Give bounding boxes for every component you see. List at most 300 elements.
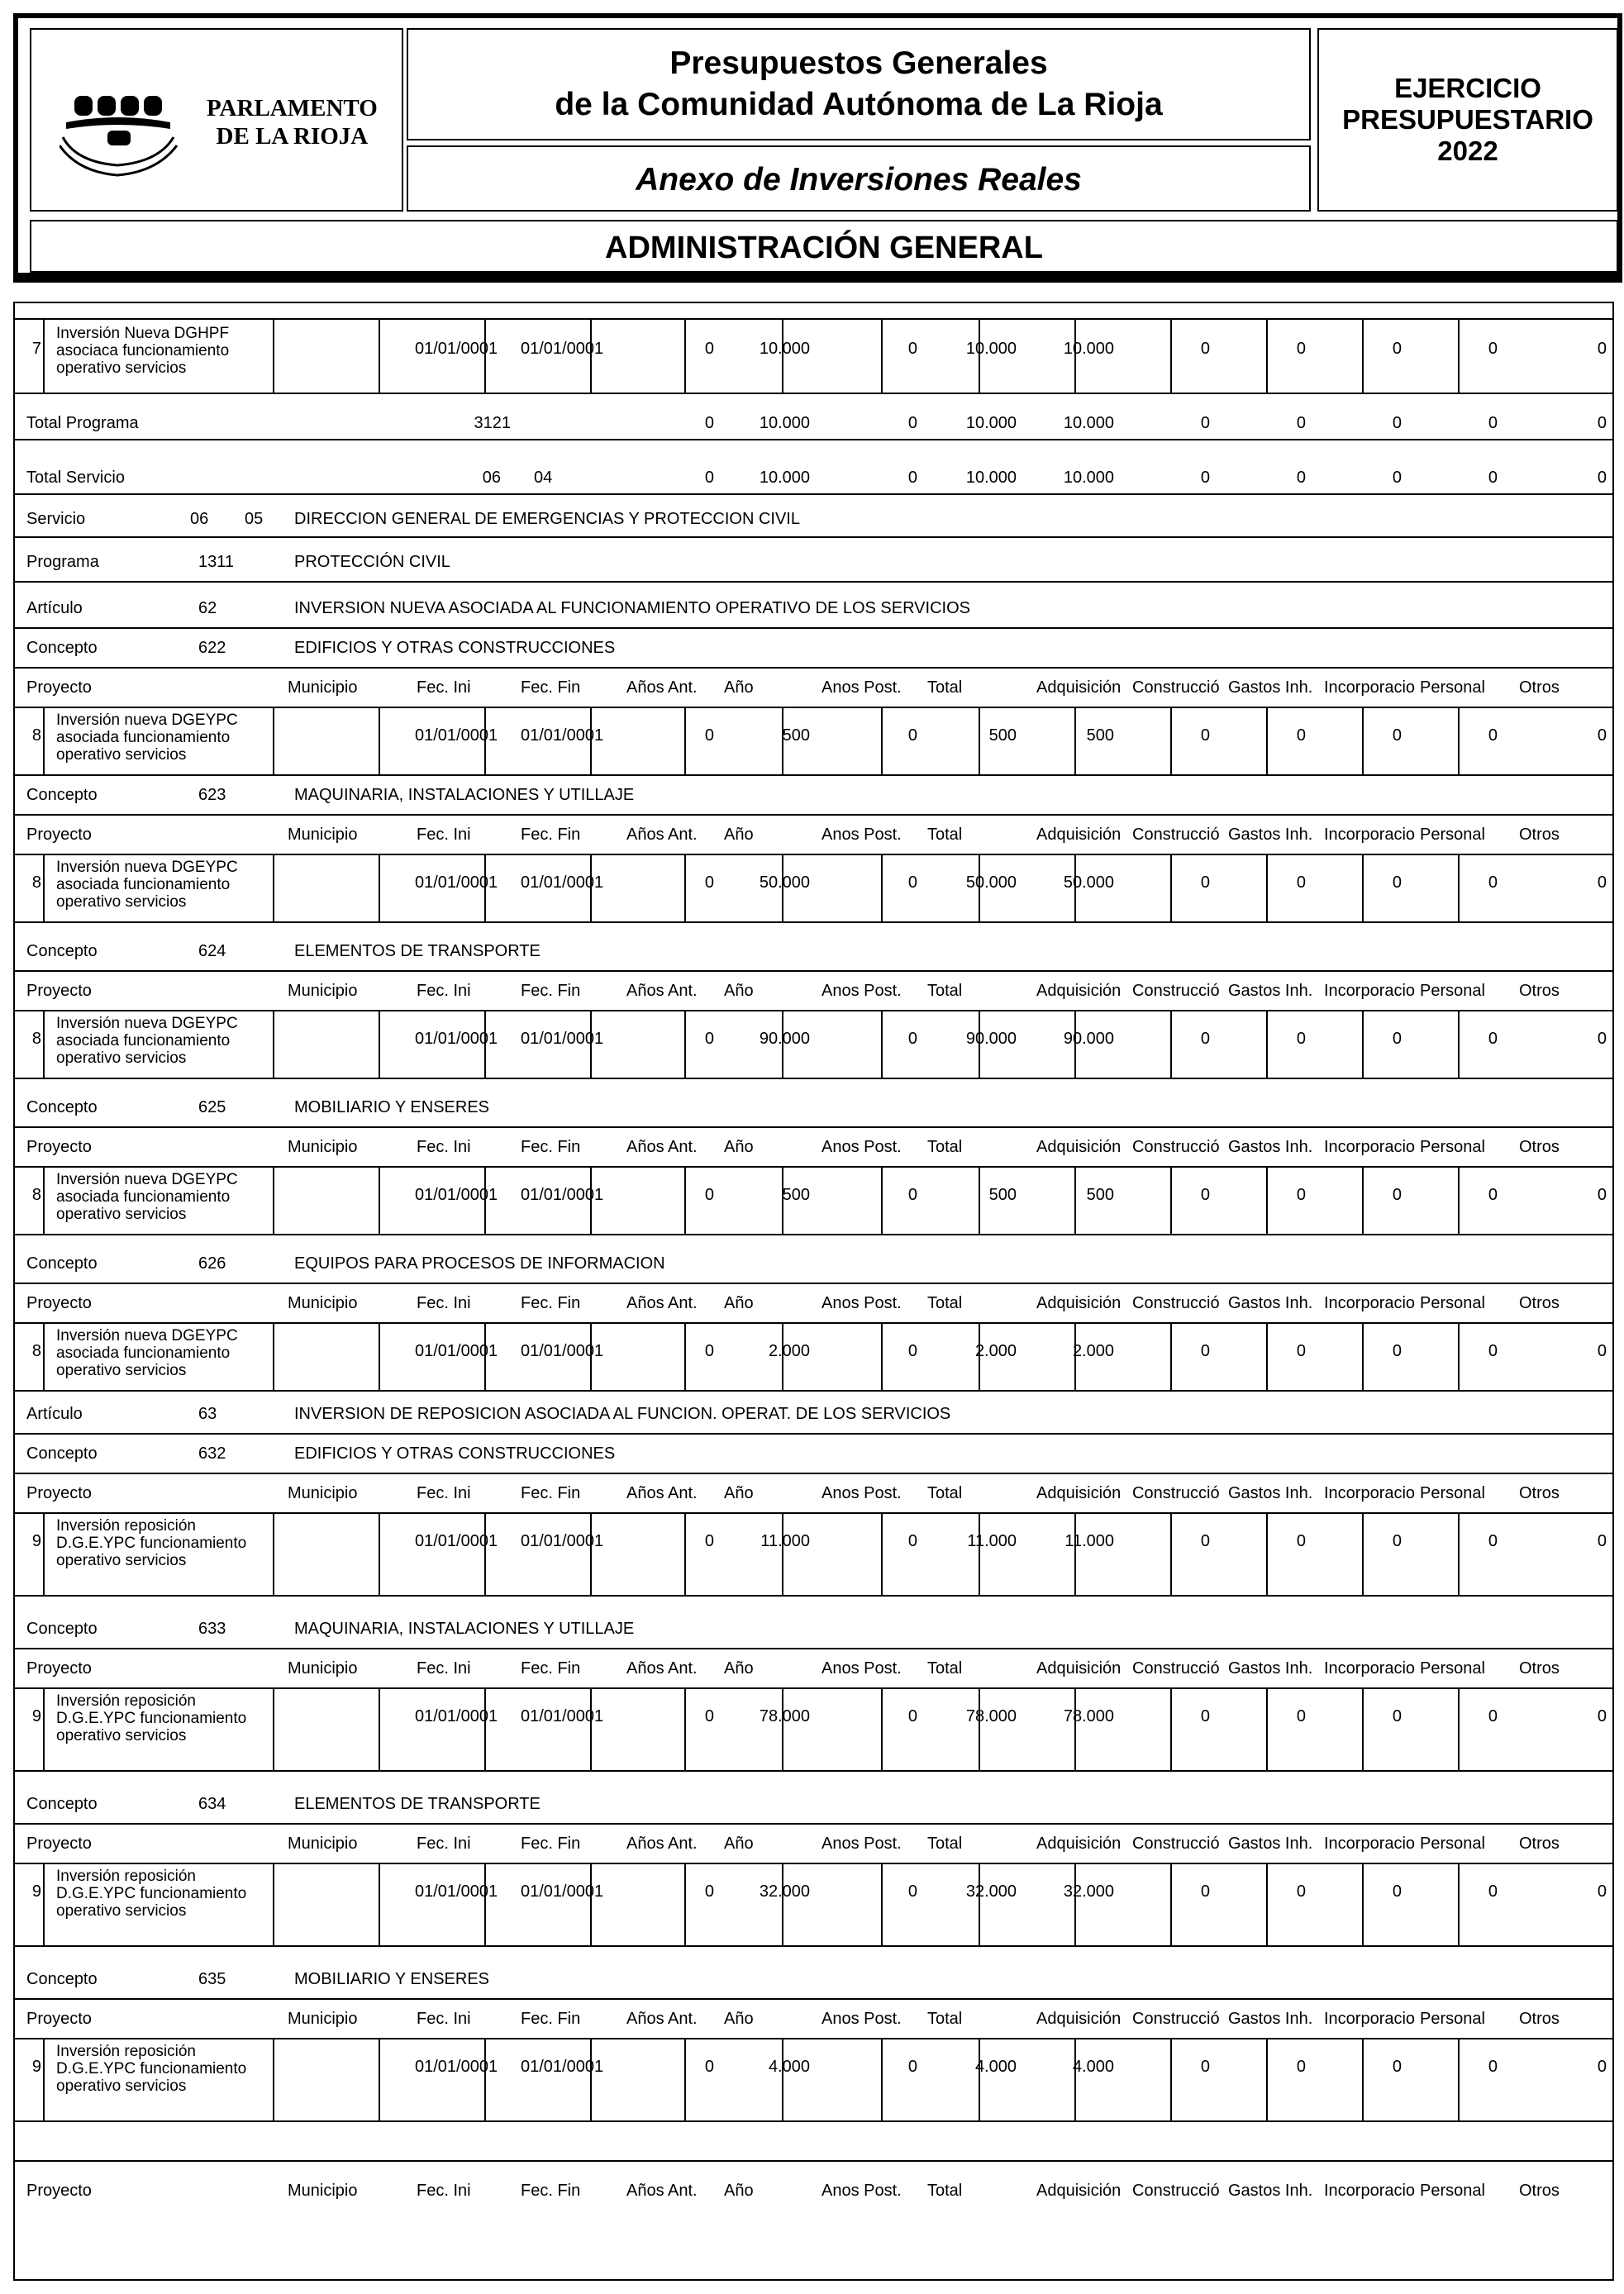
cell-divider [273, 2038, 274, 2120]
cell-divider [1266, 1166, 1268, 1234]
column-header: Fec. Fin [521, 2010, 581, 2028]
column-header: Anos Post. [822, 1138, 902, 1156]
cell-divider [684, 320, 686, 393]
column-header: Anos Post. [822, 982, 902, 1000]
column-header: Años Ant. [626, 2010, 698, 2028]
concepto-row [15, 1783, 1612, 1825]
column-header: Personal [1420, 826, 1485, 844]
cell-divider [43, 320, 45, 393]
column-header: Incorporacio [1324, 2010, 1416, 2028]
cell-divider [684, 707, 686, 774]
project-row [15, 2038, 1612, 2122]
cell-divider [484, 2038, 486, 2120]
column-header: Total [927, 1138, 963, 1156]
column-header: Construcció [1132, 982, 1220, 1000]
ano-value: 50.000 [759, 873, 810, 892]
incorporacion-value: 0 [1392, 1882, 1402, 1901]
fec-fin-value: 01/01/0001 [521, 1882, 604, 1901]
fec-fin-value: 01/01/0001 [521, 1030, 604, 1048]
cell-divider [1266, 707, 1268, 774]
concepto-row [15, 930, 1612, 972]
concepto-code: 624 [198, 942, 226, 960]
ano-value: 10.000 [759, 469, 810, 487]
cell-divider [590, 1863, 592, 1945]
personal-value: 0 [1488, 1342, 1498, 1360]
cell-divider [979, 707, 980, 774]
concepto-code: 634 [198, 1795, 226, 1813]
column-header: Incorporacio [1324, 982, 1416, 1000]
project-number: 7 [31, 340, 41, 358]
column-header: Personal [1420, 1294, 1485, 1312]
fec-fin-value: 01/01/0001 [521, 2058, 604, 2076]
ano-value: 10.000 [759, 414, 810, 432]
column-header: Adquisición [1036, 826, 1122, 844]
column-header: Año [724, 1659, 754, 1678]
column-header: Gastos Inh. [1228, 1138, 1313, 1156]
programa-label: Programa [26, 553, 99, 571]
concepto-name: MAQUINARIA, INSTALACIONES Y UTILLAJE [294, 786, 635, 804]
cell-divider [782, 1863, 783, 1945]
column-header: Año [724, 826, 754, 844]
cell-divider [1362, 1512, 1364, 1595]
articulo-row [15, 1390, 1612, 1435]
cell-divider [273, 1166, 274, 1234]
anos-ant-value: 0 [704, 726, 714, 745]
concepto-row [15, 1958, 1612, 2000]
concepto-row [15, 1608, 1612, 1649]
column-header: Construcció [1132, 1659, 1220, 1678]
column-header: Municipio [288, 1484, 358, 1502]
project-description: Inversión nueva DGEYPC asociada funcionamiento operativo servicios [56, 1327, 238, 1379]
column-header-row [15, 970, 1612, 1011]
project-number: 8 [31, 873, 41, 892]
total-servicio-label: Total Servicio [26, 469, 125, 487]
column-header: Otros [1519, 1835, 1560, 1853]
cell-divider [484, 1863, 486, 1945]
total-value: 4.000 [974, 2058, 1017, 2076]
fec-fin-value: 01/01/0001 [521, 726, 604, 745]
column-header: Municipio [288, 1659, 358, 1678]
gastos-value: 0 [1296, 469, 1306, 487]
cell-divider [1170, 1322, 1172, 1390]
column-header: Otros [1519, 982, 1560, 1000]
construccion-value: 0 [1200, 1707, 1210, 1725]
column-header: Fec. Ini [417, 1138, 471, 1156]
incorporacion-value: 0 [1392, 340, 1402, 358]
column-header: Adquisición [1036, 2010, 1122, 2028]
page-header [13, 13, 1622, 278]
cell-divider [43, 1322, 45, 1390]
total-value: 32.000 [965, 1882, 1017, 1901]
column-header: Anos Post. [822, 1484, 902, 1502]
concepto-name: ELEMENTOS DE TRANSPORTE [294, 942, 541, 960]
column-header: Total [927, 678, 963, 697]
column-header: Fec. Ini [417, 678, 471, 697]
column-header: Otros [1519, 1659, 1560, 1678]
ano-value: 90.000 [759, 1030, 810, 1048]
total-value: 11.000 [967, 1532, 1017, 1550]
cell-divider [1458, 320, 1460, 393]
project-row [15, 1010, 1612, 1079]
project-number: 9 [31, 1532, 41, 1550]
concepto-code: 622 [198, 639, 226, 657]
total-value: 50.000 [965, 873, 1017, 892]
concepto-row [15, 627, 1612, 669]
anos-post-value: 0 [907, 1030, 917, 1048]
cell-divider [43, 1010, 45, 1078]
column-header-row [15, 1126, 1612, 1168]
column-header: Otros [1519, 826, 1560, 844]
pers-value: 0 [1488, 414, 1498, 432]
project-number: 8 [31, 1030, 41, 1048]
cell-divider [1362, 854, 1364, 921]
construccion-value: 0 [1200, 1342, 1210, 1360]
cell-divider [684, 1322, 686, 1390]
cell-divider [1266, 2038, 1268, 2120]
project-number: 8 [31, 1342, 41, 1360]
otros-value: 0 [1597, 414, 1607, 432]
column-header: Años Ant. [626, 982, 698, 1000]
logo-text [207, 94, 378, 150]
cell-divider [1362, 1863, 1364, 1945]
incorporacion-value: 0 [1392, 1532, 1402, 1550]
column-header: Gastos Inh. [1228, 678, 1313, 697]
cell-divider [1266, 854, 1268, 921]
cell-divider [1170, 1512, 1172, 1595]
adquisicion-value: 78.000 [1063, 1707, 1114, 1725]
cell-divider [379, 854, 380, 921]
column-header: Año [724, 982, 754, 1000]
fec-ini-value: 01/01/0001 [415, 340, 498, 358]
column-header: Proyecto [26, 2010, 92, 2028]
concepto-name: MOBILIARIO Y ENSERES [294, 1970, 490, 1988]
fec-fin-value: 01/01/0001 [521, 1186, 604, 1204]
column-header: Fec. Fin [521, 2182, 581, 2200]
cell-divider [1266, 1010, 1268, 1078]
total-value: 10.000 [965, 414, 1017, 432]
fec-ini-value: 01/01/0001 [415, 1882, 498, 1901]
ano-value: 11.000 [760, 1532, 810, 1550]
concepto-code: 635 [198, 1970, 226, 1988]
concepto-row [15, 1433, 1612, 1474]
total-programa-label: Total Programa [26, 414, 139, 432]
personal-value: 0 [1488, 2058, 1498, 2076]
cell-divider [881, 320, 883, 393]
anos-ant-value: 0 [704, 2058, 714, 2076]
column-header: Fec. Ini [417, 2182, 471, 2200]
column-header: Año [724, 1294, 754, 1312]
investments-table [13, 302, 1614, 2281]
anos-ant-value: 0 [704, 1707, 714, 1725]
project-row [15, 320, 1612, 394]
column-header: Construcció [1132, 1484, 1220, 1502]
column-header: Anos Post. [822, 1659, 902, 1678]
cell-divider [273, 1863, 274, 1945]
column-header: Gastos Inh. [1228, 1835, 1313, 1853]
column-header-row [15, 1473, 1612, 1514]
cell-divider [782, 1512, 783, 1595]
project-description: Inversión reposición D.G.E.YPC funcionamiento operativo servicios [56, 2043, 247, 2095]
anos-post-value: 0 [907, 340, 917, 358]
column-header: Anos Post. [822, 1835, 902, 1853]
incorporacion-value: 0 [1392, 1342, 1402, 1360]
column-header: Personal [1420, 2182, 1485, 2200]
concepto-label: Concepto [26, 1970, 98, 1988]
total-programa-code: 3121 [474, 414, 511, 432]
project-description: Inversión nueva DGEYPC asociada funcionamiento operativo servicios [56, 1171, 238, 1223]
cell-divider [979, 1512, 980, 1595]
cell-divider [1170, 320, 1172, 393]
cell-divider [1074, 707, 1076, 774]
cell-divider [979, 1687, 980, 1770]
cell-divider [1074, 1863, 1076, 1945]
cell-divider [484, 1687, 486, 1770]
programa-code: 1311 [198, 553, 235, 571]
concepto-code: 632 [198, 1444, 226, 1463]
title-line-1: Presupuestos Generales [669, 45, 1048, 81]
column-header: Total [927, 1835, 963, 1853]
construccion-value: 0 [1200, 873, 1210, 892]
fec-ini-value: 01/01/0001 [415, 1186, 498, 1204]
ano-value: 500 [782, 1186, 810, 1204]
cell-divider [684, 854, 686, 921]
cell-divider [1266, 1512, 1268, 1595]
cell-divider [273, 1322, 274, 1390]
ano-value: 2.000 [768, 1342, 810, 1360]
concepto-label: Concepto [26, 786, 98, 804]
cell-divider [1458, 1687, 1460, 1770]
column-header: Año [724, 1484, 754, 1502]
inc-value: 0 [1392, 414, 1402, 432]
cell-divider [379, 1512, 380, 1595]
cell-divider [979, 1863, 980, 1945]
construccion-value: 0 [1200, 340, 1210, 358]
concepto-code: 623 [198, 786, 226, 804]
gastos-inh-value: 0 [1296, 726, 1306, 745]
cell-divider [379, 1322, 380, 1390]
gastos-value: 0 [1296, 414, 1306, 432]
ano-value: 32.000 [759, 1882, 810, 1901]
concepto-label: Concepto [26, 1254, 98, 1273]
concepto-code: 633 [198, 1620, 226, 1638]
anos-post-value: 0 [907, 1342, 917, 1360]
cell-divider [1170, 854, 1172, 921]
otros-value: 0 [1597, 1030, 1607, 1048]
column-header: Adquisición [1036, 678, 1122, 697]
column-header-row [15, 1648, 1612, 1689]
cell-divider [379, 1166, 380, 1234]
post-value: 0 [907, 469, 917, 487]
cell-divider [1074, 1166, 1076, 1234]
column-header: Otros [1519, 678, 1560, 697]
cell-divider [43, 1166, 45, 1234]
logo-line-1: PARLAMENTO [207, 95, 378, 121]
column-header: Fec. Ini [417, 826, 471, 844]
column-header: Año [724, 2182, 754, 2200]
column-header: Proyecto [26, 826, 92, 844]
post-value: 0 [907, 414, 917, 432]
column-header: Fec. Fin [521, 1835, 581, 1853]
column-header: Otros [1519, 2010, 1560, 2028]
total-value: 10.000 [965, 469, 1017, 487]
gastos-inh-value: 0 [1296, 1030, 1306, 1048]
articulo-code: 63 [198, 1405, 217, 1423]
column-header: Año [724, 2010, 754, 2028]
column-header: Total [927, 982, 963, 1000]
fec-fin-value: 01/01/0001 [521, 873, 604, 892]
adquisicion-value: 4.000 [1072, 2058, 1114, 2076]
cell-divider [1074, 2038, 1076, 2120]
cell-divider [273, 1010, 274, 1078]
cell-divider [684, 1166, 686, 1234]
column-header: Personal [1420, 678, 1485, 697]
fec-ini-value: 01/01/0001 [415, 1342, 498, 1360]
project-row [15, 1863, 1612, 1947]
construccion-value: 0 [1200, 1030, 1210, 1048]
cell-divider [1266, 1322, 1268, 1390]
concepto-row [15, 774, 1612, 816]
column-header: Gastos Inh. [1228, 2010, 1313, 2028]
project-row [15, 854, 1612, 923]
cell-divider [1458, 854, 1460, 921]
column-header: Años Ant. [626, 1294, 698, 1312]
anos-post-value: 0 [907, 726, 917, 745]
anos-ant-value: 0 [704, 1030, 714, 1048]
cell-divider [1170, 2038, 1172, 2120]
adq-value: 10.000 [1063, 414, 1114, 432]
column-header: Total [927, 1659, 963, 1678]
total-value: 500 [988, 1186, 1017, 1204]
cell-divider [1362, 1166, 1364, 1234]
concepto-name: EDIFICIOS Y OTRAS CONSTRUCCIONES [294, 1444, 616, 1463]
project-description: Inversión reposición D.G.E.YPC funcionamiento operativo servicios [56, 1868, 247, 1920]
concepto-name: MAQUINARIA, INSTALACIONES Y UTILLAJE [294, 1620, 635, 1638]
cell-divider [684, 1512, 686, 1595]
concepto-name: EDIFICIOS Y OTRAS CONSTRUCCIONES [294, 639, 616, 657]
gastos-inh-value: 0 [1296, 1342, 1306, 1360]
cell-divider [1458, 2038, 1460, 2120]
concepto-label: Concepto [26, 639, 98, 657]
column-header: Proyecto [26, 678, 92, 697]
ano-value: 500 [782, 726, 810, 745]
cell-divider [1170, 1166, 1172, 1234]
cell-divider [684, 1687, 686, 1770]
column-header: Gastos Inh. [1228, 982, 1313, 1000]
column-header: Otros [1519, 1484, 1560, 1502]
column-header: Años Ant. [626, 2182, 698, 2200]
cell-divider [43, 1512, 45, 1595]
total-value: 10.000 [965, 340, 1017, 358]
project-number: 9 [31, 2058, 41, 2076]
project-row [15, 1512, 1612, 1597]
column-header-row [15, 2160, 1612, 2210]
otros-value: 0 [1597, 1342, 1607, 1360]
concepto-label: Concepto [26, 1098, 98, 1116]
project-row [15, 1322, 1612, 1392]
cell-divider [1170, 1687, 1172, 1770]
articulo-row [15, 581, 1612, 629]
column-header: Año [724, 678, 754, 697]
cell-divider [881, 2038, 883, 2120]
column-header: Personal [1420, 1659, 1485, 1678]
cell-divider [1362, 1322, 1364, 1390]
cell-divider [379, 1863, 380, 1945]
column-header: Incorporacio [1324, 2182, 1416, 2200]
project-row [15, 1166, 1612, 1235]
cell-divider [43, 1687, 45, 1770]
column-header: Gastos Inh. [1228, 1294, 1313, 1312]
cell-divider [1362, 320, 1364, 393]
column-header: Otros [1519, 1138, 1560, 1156]
cell-divider [1458, 1166, 1460, 1234]
otros-value: 0 [1597, 1882, 1607, 1901]
otros-value: 0 [1597, 340, 1607, 358]
column-header: Gastos Inh. [1228, 1659, 1313, 1678]
column-header: Anos Post. [822, 678, 902, 697]
incorporacion-value: 0 [1392, 2058, 1402, 2076]
column-header: Proyecto [26, 1835, 92, 1853]
cell-divider [43, 854, 45, 921]
column-header: Años Ant. [626, 1659, 698, 1678]
gastos-inh-value: 0 [1296, 1532, 1306, 1550]
column-header: Proyecto [26, 1138, 92, 1156]
column-header: Gastos Inh. [1228, 2182, 1313, 2200]
annex-title: Anexo de Inversiones Reales [407, 145, 1311, 212]
column-header: Municipio [288, 678, 358, 697]
concepto-label: Concepto [26, 1620, 98, 1638]
cell-divider [273, 707, 274, 774]
gastos-inh-value: 0 [1296, 2058, 1306, 2076]
column-header: Municipio [288, 1138, 358, 1156]
anos-post-value: 0 [907, 1186, 917, 1204]
project-description: Inversión nueva DGEYPC asociada funcionamiento operativo servicios [56, 712, 238, 764]
column-header: Años Ant. [626, 1138, 698, 1156]
articulo-label: Artículo [26, 1405, 83, 1423]
column-header: Fec. Ini [417, 2010, 471, 2028]
cell-divider [1266, 1687, 1268, 1770]
column-header: Total [927, 1294, 963, 1312]
anos-post-value: 0 [907, 2058, 917, 2076]
cons-value: 0 [1200, 469, 1210, 487]
pers-value: 0 [1488, 469, 1498, 487]
fec-ini-value: 01/01/0001 [415, 1532, 498, 1550]
cell-divider [273, 320, 274, 393]
column-header: Anos Post. [822, 826, 902, 844]
total-value: 2.000 [974, 1342, 1017, 1360]
fec-ini-value: 01/01/0001 [415, 1030, 498, 1048]
column-header: Adquisición [1036, 1484, 1122, 1502]
articulo-label: Artículo [26, 599, 83, 617]
personal-value: 0 [1488, 1030, 1498, 1048]
project-number: 9 [31, 1882, 41, 1901]
column-header: Otros [1519, 2182, 1560, 2200]
cell-divider [1074, 1687, 1076, 1770]
cell-divider [1362, 1687, 1364, 1770]
total-servicio [15, 439, 1612, 495]
ant-value: 0 [704, 414, 714, 432]
column-header: Fec. Fin [521, 826, 581, 844]
cell-divider [979, 1166, 980, 1234]
project-row [15, 1687, 1612, 1772]
construccion-value: 0 [1200, 1532, 1210, 1550]
anos-ant-value: 0 [704, 340, 714, 358]
cons-value: 0 [1200, 414, 1210, 432]
incorporacion-value: 0 [1392, 726, 1402, 745]
column-header: Fec. Ini [417, 1835, 471, 1853]
column-header: Construcció [1132, 1138, 1220, 1156]
project-description: Inversión nueva DGEYPC asociada funcionamiento operativo servicios [56, 859, 238, 911]
column-header: Incorporacio [1324, 1659, 1416, 1678]
